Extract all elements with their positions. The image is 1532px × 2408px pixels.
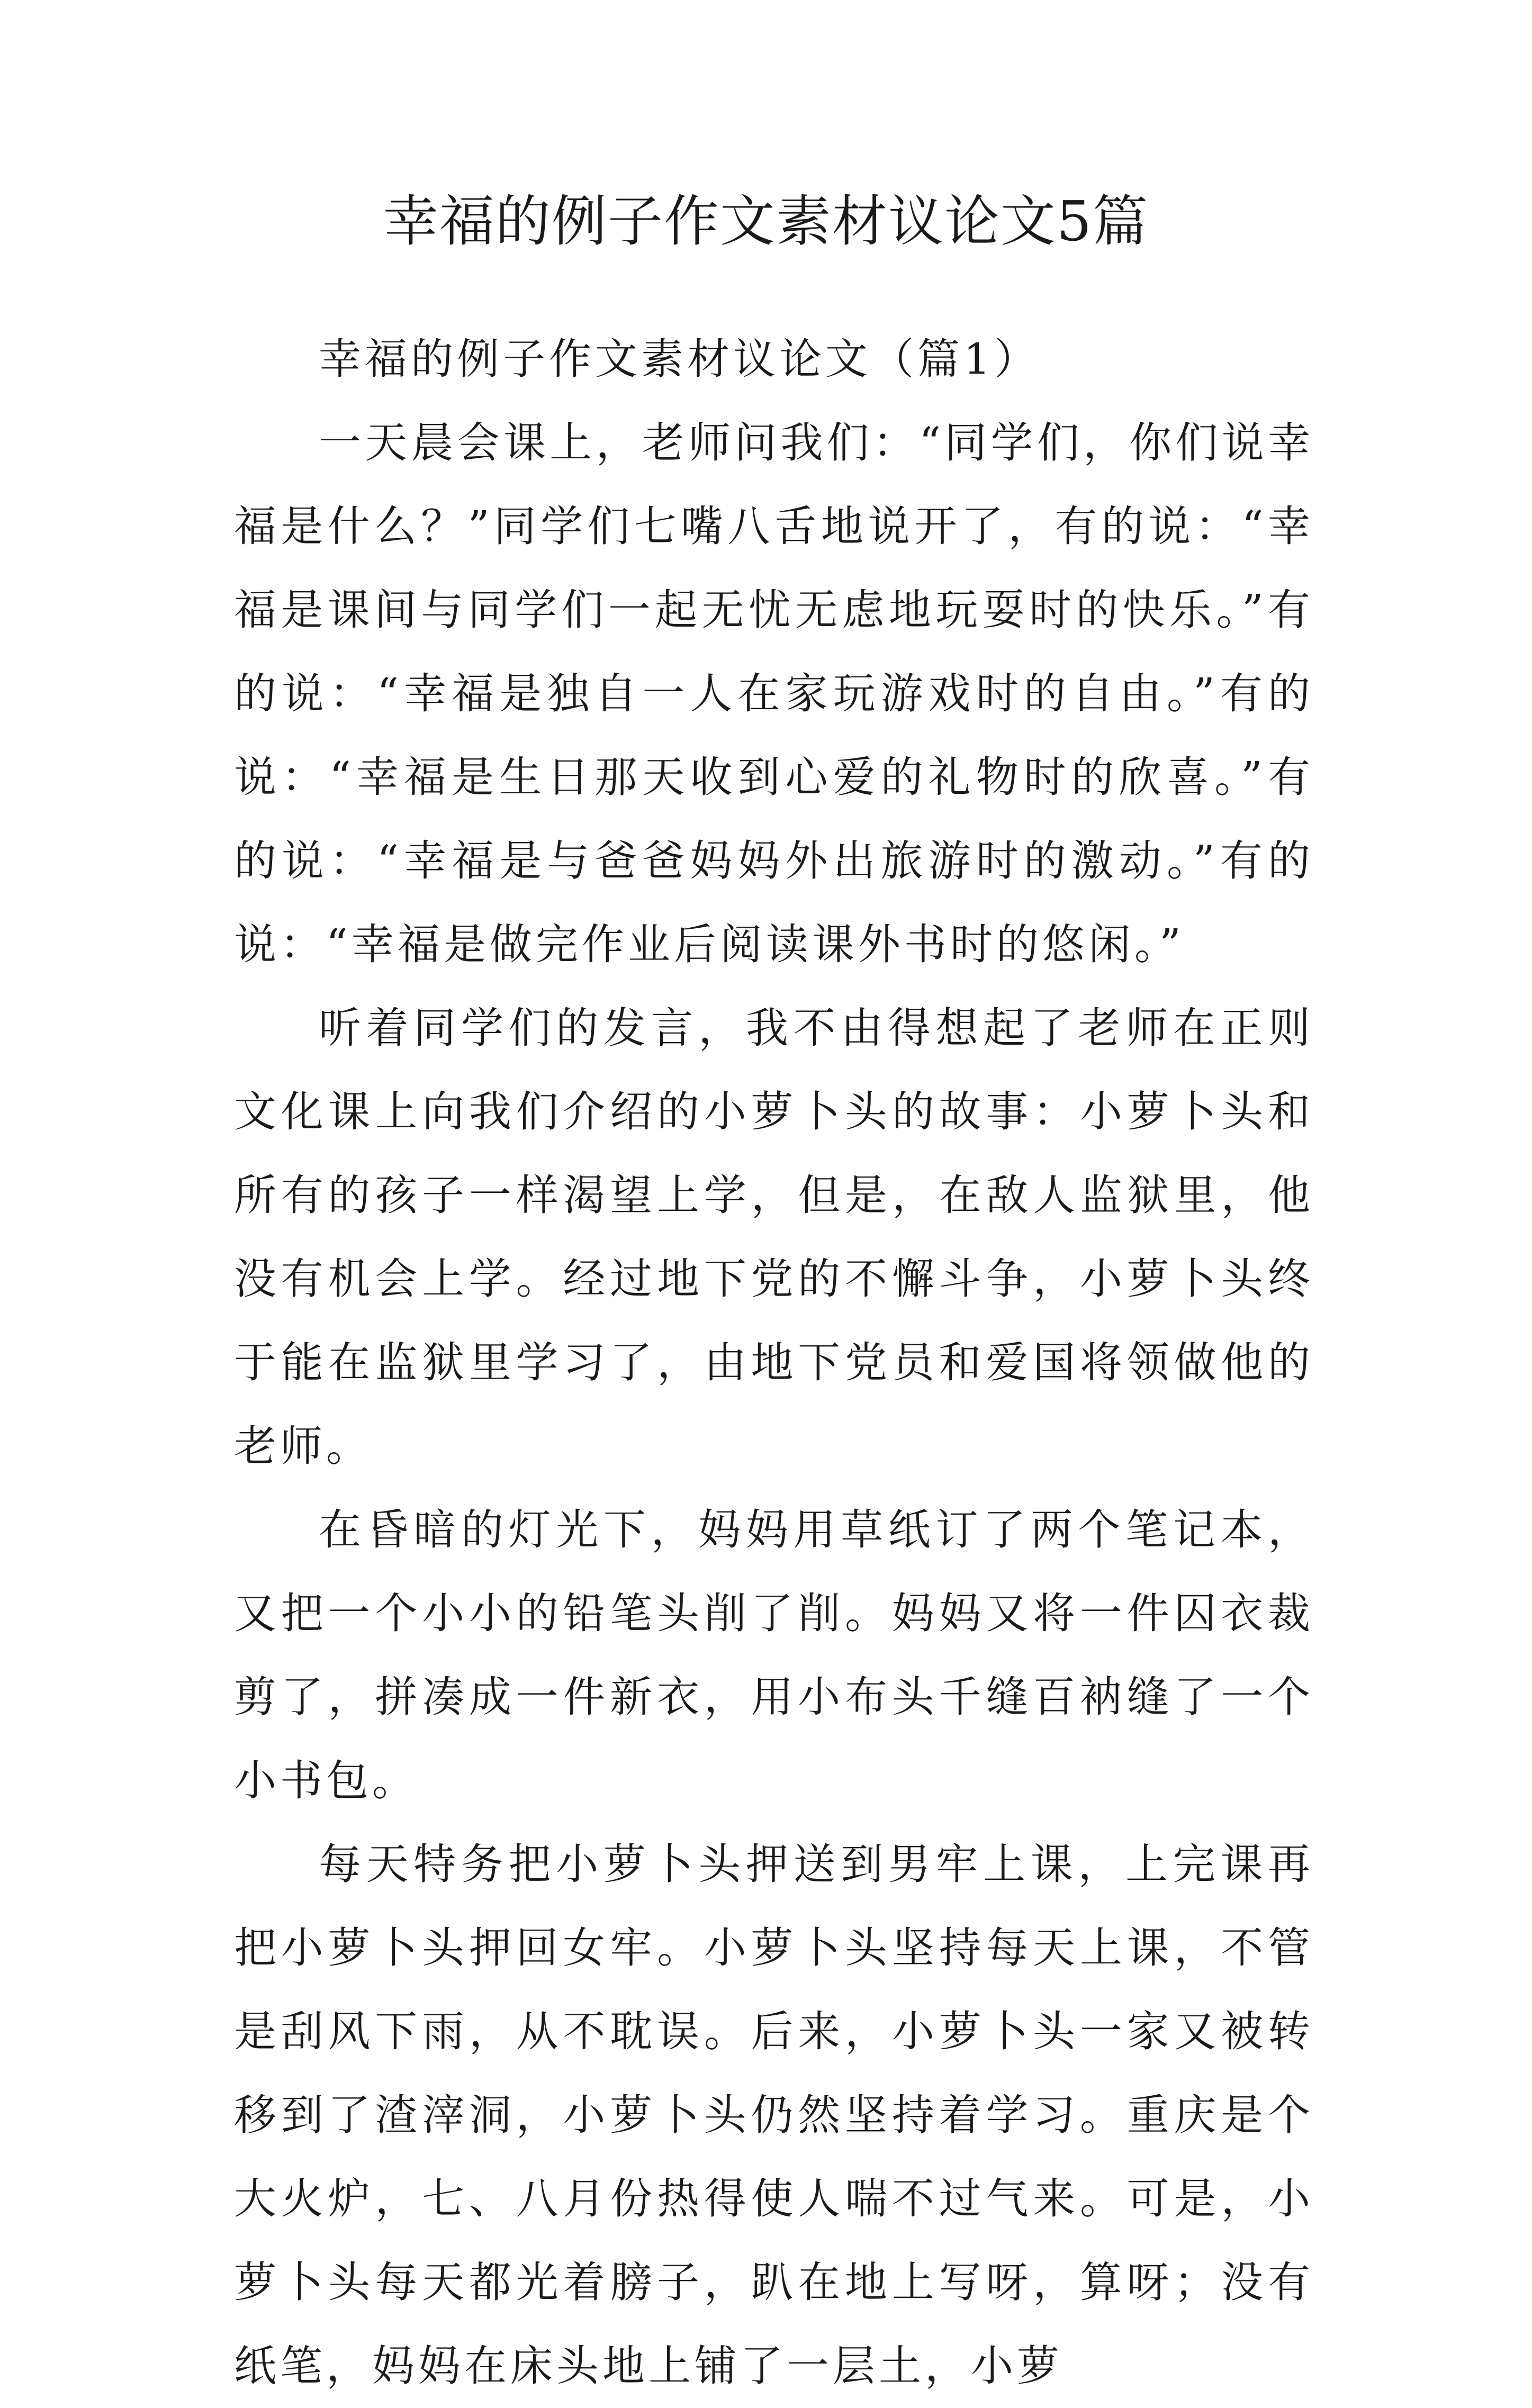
document-title: 幸福的例子作文素材议论文5篇	[383, 189, 1149, 254]
paragraph-3: 在昏暗的灯光下，妈妈用草纸订了两个笔记本，又把一个小小的铅笔头削了削。妈妈又将一件囚衣裁剪了，拼凑成一件新衣，用小布头千缝百衲缝了一个小书包。	[234, 1505, 1314, 1805]
paragraph-1: 一天晨会课上，老师问我们：“同学们，你们说幸福是什么？”同学们七嘴八舌地说开了，有的说：“幸福是课间与同学们一起无忧无虑地玩耍时的快乐。”有的说：“幸福是独自一人在家玩游戏时的自由。”有的说：“幸福是生日那天收到心爱的礼物时的欣喜。”有的说：“幸福是与爸爸妈妈外出旅游时的激动。”有的说：“幸福是做完作业后阅读课外书时的悠闲。”	[234, 418, 1314, 969]
paragraph-4: 每天特务把小萝卜头押送到男牢上课，上完课再把小萝卜头押回女牢。小萝卜头坚持每天上课，不管是刮风下雨，从不耽误。后来，小萝卜头一家又被转移到了渣滓洞，小萝卜头仍然坚持着学习。重庆是个大火炉，七、八月份热得使人喘不过气来。可是，小萝卜头每天都光着膀子，趴在地上写呀，算呀；没有纸笔，妈妈在床头地上铺了一层土，小萝	[234, 1840, 1314, 2391]
document-body	[234, 318, 1314, 2408]
paragraph-2: 听着同学们的发言，我不由得想起了老师在正则文化课上向我们介绍的小萝卜头的故事：小萝卜头和所有的孩子一样渴望上学，但是，在敌人监狱里，他没有机会上学。经过地下党的不懈斗争，小萝卜头终于能在监狱里学习了，由地下党员和爱国将领做他的老师。	[234, 1003, 1314, 1471]
section-heading: 幸福的例子作文素材议论文（篇1）	[319, 334, 1040, 384]
